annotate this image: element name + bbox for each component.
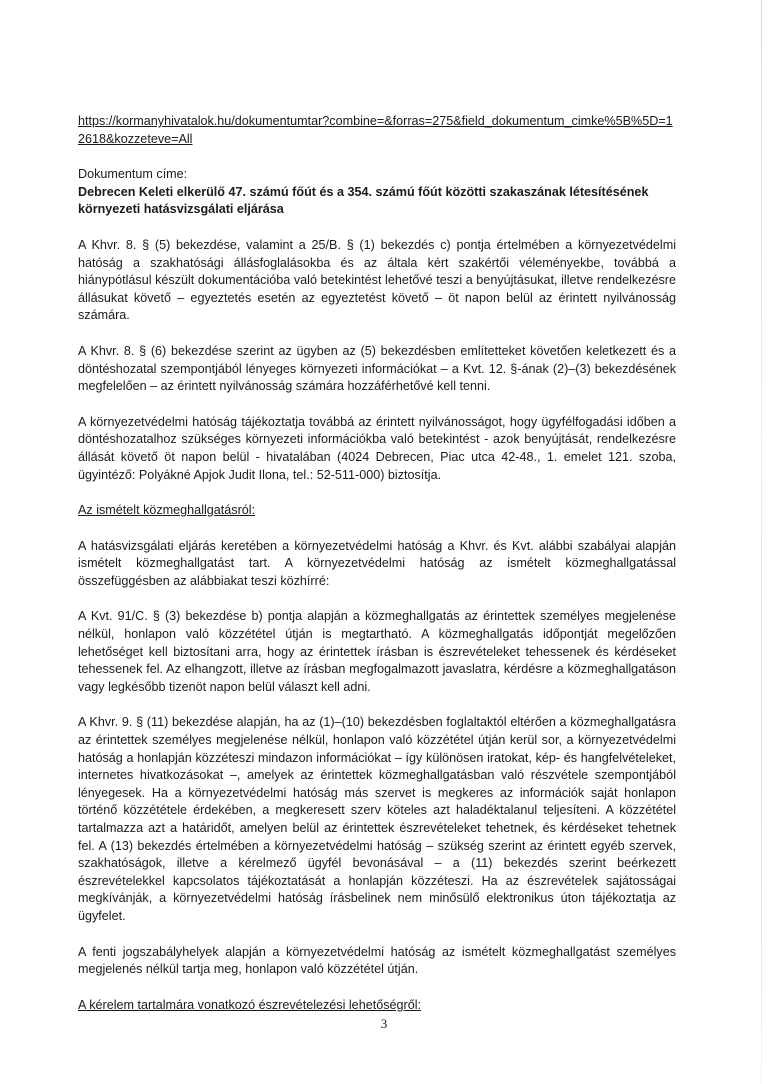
heading-comment-options: A kérelem tartalmára vonatkozó észrevételezési lehetőségről:: [78, 997, 422, 1012]
document-body: [78, 113, 676, 1014]
page-number: 3: [380, 1016, 388, 1031]
page-edge: [761, 0, 762, 1084]
paragraph-kvt-91c: A Kvt. 91/C. § (3) bekezdése b) pontja alapján a közmeghallgatás az érintettek személyes megjelenése nélkül, honlapon való közzététel útján is megtartható. A közmeghallgatás időpontját megelőzően lehetőséget kell biztosítani arra, hogy az érintettek írásban is észrevételeket tehessenek és kérdéseket tehessenek fel. Az elhangzott, illetve az írásban megfogalmazott javaslatra, kérdésre a közmeghallgatáson vagy legkésőbb tizenöt napon belül választ kell adni.: [78, 609, 676, 694]
doc-title: Debrecen Keleti elkerülő 47. számú főút és a 354. számú főút közötti szakaszának létesítésének környezeti hatásvizsgálati eljárása: [78, 184, 649, 217]
source-link[interactable]: https://kormanyhivatalok.hu/dokumentumtar?combine=&forras=275&field_dokumentum_cimke%5B%5D=12618&kozzeteve=All: [78, 114, 673, 146]
paragraph-khvr-9-11: A Khvr. 9. § (11) bekezdése alapján, ha az (1)–(10) bekezdésben foglaltaktól eltérően a közmeghallgatásra az érintettek személyes megjelenése nélkül, honlapon való közzététel útján kerül sor, a környezetvédelmi hatóság a honlapján közzéteszi mindazon információkat – így különösen iratokat, kép- és hangfelvételeket, internetes hivatkozásokat –, amelyek az érintettek közmeghallgatásban való részvétele szempontjából lényegesek. Ha a környezetvédelmi hatóság más szervet is megkeres az információk saját honlapon történő közzététele érdekében, a megkeresett szerv köteles azt haladéktalanul teljesíteni. A közzététel tartalmazza azt a határidőt, amelyen belül az érintettek észrevételeket tehetnek, és kérdéseket tehetnek fel. A (13) bekezdés értelmében a környezetvédelmi hatóság – szükség szerint az érintett egyéb szervek, szakhatóságok, illetve a kérelmező ügyfél bevonásával – a (11) bekezdés szerint beérkezett észrevételekkel kapcsolatos tájékoztatását a honlapján közzéteszi. Ha az észrevételek sajátosságai megkívánják, a környezetvédelmi hatóság írásbelinek nem minősülő elektronikus úton tájékoztatja az ügyfelet.: [78, 715, 676, 923]
paragraph-khvr-8-5: A Khvr. 8. § (5) bekezdése, valamint a 25/B. § (1) bekezdés c) pontja értelmében a környezetvédelmi hatóság a szakhatósági állásfoglalásokba és az általa kért szakértői véleményekbe, továbbá a hiánypótlásul készült dokumentációba való betekintést lehetővé teszi a benyújtásukat, illetve rendelkezésre állásukat követő – egyeztetés esetén az egyeztetést követő – öt napon belül az érintett nyilvánosság számára.: [78, 237, 676, 323]
paragraph-conclusion: A fenti jogszabályhelyek alapján a környezetvédelmi hatóság az ismételt közmeghallgatást személyes megjelenés nélkül tartja meg, honlapon való közzététel útján.: [78, 944, 676, 977]
doc-title-label: Dokumentum címe:: [78, 167, 188, 182]
heading-public-hearing: Az ismételt közmeghallgatásról:: [78, 503, 256, 518]
paragraph-hearing-intro: A hatásvizsgálati eljárás keretében a környezetvédelmi hatóság a Khvr. és Kvt. alábbi szabályai alapján ismételt közmeghallgatást tart. A környezetvédelmi hatóság az ismételt közmeghallgatással összefüggésben az alábbiakat teszi közhírré:: [78, 538, 676, 588]
paragraph-khvr-8-6: A Khvr. 8. § (6) bekezdése szerint az ügyben az (5) bekezdésben említetteket követően keletkezett és a döntéshozatal szempontjából lényeges környezeti információkat – a Kvt. 12. §-ának (2)–(3) bekezdésének megfelelően – az érintett nyilvánosság számára hozzáférhetővé kell tenni.: [78, 343, 676, 394]
paragraph-inspection-info: A környezetvédelmi hatóság tájékoztatja továbbá az érintett nyilvánosságot, hogy ügyfélfogadási időben a döntéshozatalhoz szükséges környezeti információkba való betekintést - azok benyújtását, rendelkezésre állását követő öt napon belül - hivatalában (4024 Debrecen, Piac utca 42-48., 1. emelet 121. szoba, ügyintéző: Polyákné Apjok Judit Ilona, tel.: 52-511-000) biztosítja.: [78, 414, 676, 482]
